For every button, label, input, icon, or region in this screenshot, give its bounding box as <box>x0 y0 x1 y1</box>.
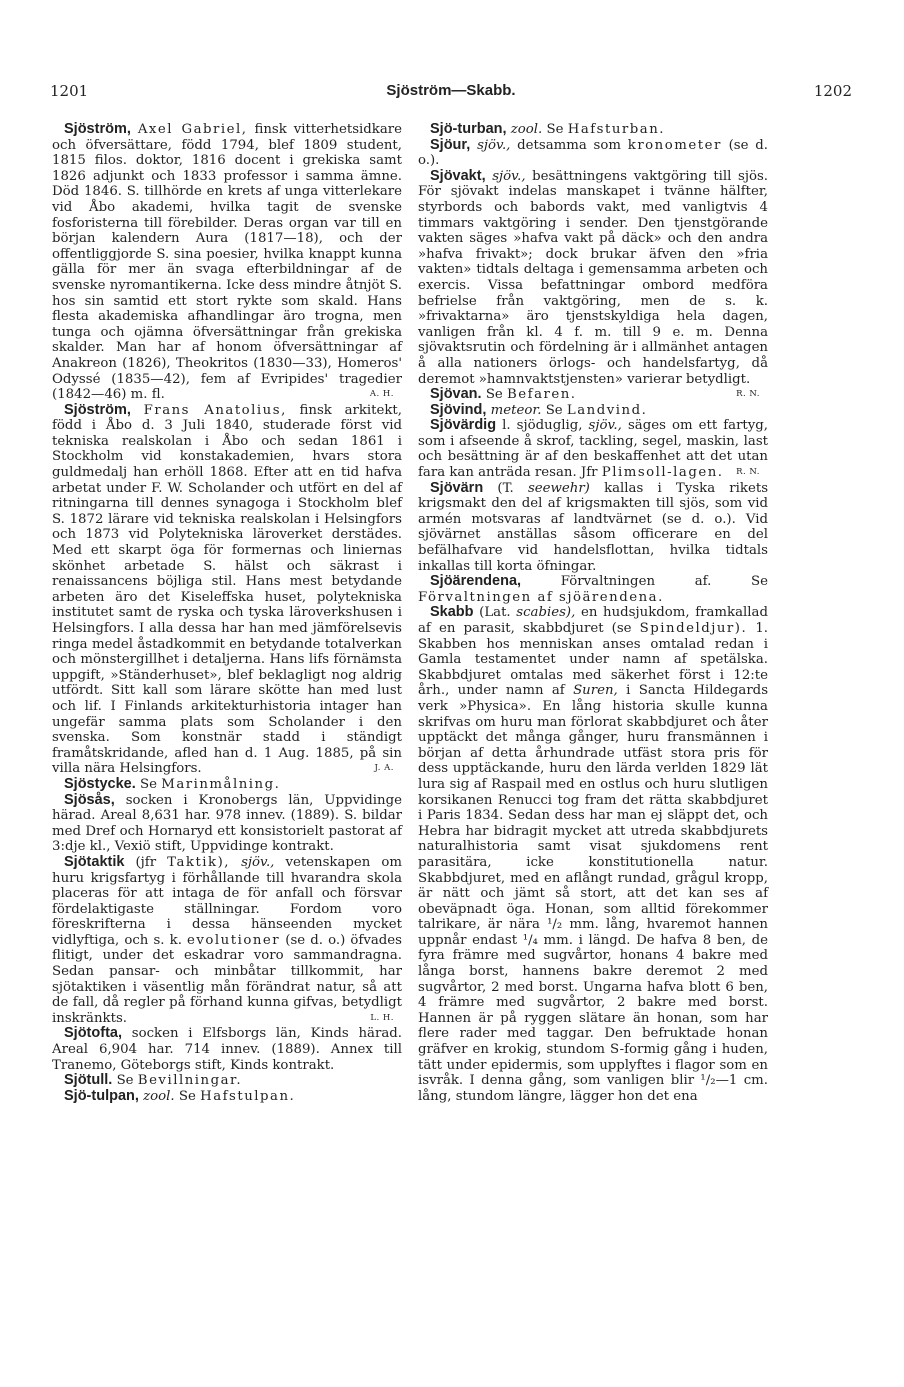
entry-text: besättningens vaktgöring till sjös. För sjövakt indelas manskapet i tvänne hälfter, styrbords och babords vakt, med vanligtvis 4 timmars vaktgöring i sender. Den tjenstgörande vakten säges »hafva vakt på däck» och den andra »hafva frivakt»; dock brukar äfven den »fria vakten» tidtals deltaga i gemensamma arbeten och exercis. Vissa befattningar ombord medföra befrielse från vaktgöring, men de s. k. »frivaktarna» äro tjenstskyldiga hela dagen, vanligen från kl. 4 f. m. till 9 e. m. Denna sjövaktsrutin och fördelning är i allmänhet antagen å alla nationers örlogs- och handelsfartyg, då deremot »hamnvaktstjensten» varierar betydligt. <box>418 168 769 387</box>
author-signature: R. N. <box>736 467 760 478</box>
author-signature: J. A. <box>374 763 394 774</box>
cross-reference: Bevillningar. <box>137 1073 243 1089</box>
italic-term: Suren, <box>573 683 618 699</box>
headword: Sjö-turban, <box>430 121 507 137</box>
entry-sjovarn <box>418 481 768 575</box>
author-signature: A. H. <box>369 389 394 400</box>
entry-text: Förvaltningen af. Se <box>560 574 768 590</box>
entry-sjovardig <box>418 418 768 480</box>
cross-reference: Hafsturban. <box>567 122 665 137</box>
headword: Sjöström, <box>64 401 131 418</box>
page-number-left: 1201 <box>50 82 89 100</box>
headword: Sjövärn <box>430 479 484 496</box>
headword: Sjötull. <box>64 1072 113 1089</box>
entry-sjour <box>418 138 768 169</box>
entry-text: (se d. o.) öfvades flitigt, under det eskadrar voro sammandragna. Sedan pansar- och minbåtar tillkommit, har sjötaktiken i väsentlig mån förändrat natur, så att de fall, då regler på förhand kunna gifvas, betydligt inskränkts. <box>52 932 402 1026</box>
subject-abbreviation: seewehr) <box>527 480 590 496</box>
headword: Sjövan. <box>430 386 482 403</box>
left-column <box>52 122 402 1104</box>
entry-sjoarendena <box>418 574 768 605</box>
subject-abbreviation: sjöv., <box>492 168 526 184</box>
subject-abbreviation: scabies), <box>516 605 576 621</box>
entry-sjovan <box>418 387 768 403</box>
headword: Sjövakt, <box>430 167 486 184</box>
subject-abbreviation: sjöv., <box>241 854 275 870</box>
cross-reference: Landvind. <box>566 402 648 418</box>
headword: Skabb <box>430 604 474 621</box>
headword: Sjö-tulpan, <box>64 1087 139 1104</box>
entry-sjotaktik <box>52 855 402 1027</box>
headword: Sjöström, <box>64 121 131 137</box>
entry-sjosas <box>52 793 402 855</box>
cross-reference: Befaren. <box>507 387 577 403</box>
author-signature: R. N. <box>736 389 760 400</box>
see-label: Se <box>178 1088 196 1104</box>
subject-abbreviation: zool. <box>143 1088 175 1104</box>
entry-text: detsamma som <box>517 137 621 153</box>
page-header <box>50 82 852 104</box>
running-title: Sjöström—Skabb. <box>386 82 516 99</box>
see-label: Se <box>139 776 157 792</box>
headword: Sjöur, <box>430 136 471 153</box>
see-label: Se <box>546 122 564 137</box>
see-label: Se <box>545 402 563 418</box>
entry-sjotull <box>52 1073 402 1089</box>
cross-reference: Hafstulpan. <box>200 1088 296 1104</box>
headword: Sjöstycke. <box>64 775 136 792</box>
entry-sjotofta <box>52 1026 402 1073</box>
entry-text: en hudsjukdom, framkallad af en parasit, skabbdjuret (se <box>418 605 768 636</box>
headword: Sjötofta, <box>64 1025 122 1042</box>
entry-sjo-tulpan <box>52 1089 402 1105</box>
cross-reference: Taktik), <box>167 854 231 870</box>
entry-text: säges om ett fartyg, som i afseende å skrof, tackling, segel, maskin, last och besättning är af den beskaffenhet att det utan fara kan anträda resan. <box>418 418 769 481</box>
headword: Sjövind, <box>430 401 487 418</box>
entry-text: l. sjöduglig, <box>502 418 583 434</box>
entry-name: Axel Gabriel, <box>137 122 248 137</box>
entry-text: vetenskapen om huru krigsfartyg i förhållande till hvarandra skola placeras för att intaga de för anfall och försvar fördelaktigaste ställningar. Fordom voro föreskrifterna i dessa hänseenden mycket vidlyftiga, och s. k. <box>52 854 403 948</box>
subject-abbreviation: meteor. <box>490 402 542 418</box>
headword: Sjötaktik <box>64 853 125 870</box>
entry-text: socken i Elfsborgs län, Kinds härad. Areal 6,904 har. 714 innev. (1889). Annex till Tranemo, Göteborgs stift, Kinds kontrakt. <box>52 1026 402 1073</box>
entry-text: 1. Skabben hos menniskan anses omtalad redan i Gamla testamentet under namn af spetälska. Skabbdjuret omtalas med säkerhet först i 12:te årh., under namn af <box>418 621 768 699</box>
entry-text: (se d. o.). <box>418 137 768 169</box>
cross-reference: Plimsoll-lagen. <box>601 465 724 481</box>
entry-name: Frans Anatolius, <box>143 402 287 418</box>
entry-text: socken i Kronobergs län, Uppvidinge härad. Areal 8,631 har. 978 innev. (1889). S. bildar med Dref och Hornaryd ett konsistorielt pastorat af 3:dje kl., Vexiö stift, Uppvidinge kontrakt. <box>52 792 402 855</box>
entry-sjostrom-frans <box>52 403 402 777</box>
subject-abbreviation: sjöv., <box>588 418 622 434</box>
entry-sjovind <box>418 403 768 419</box>
headword: Sjösås, <box>64 791 115 808</box>
entry-text: finsk vitterhetsidkare och öfversättare, född 1794, blef 1809 student, 1815 filos. doktor, 1816 docent i grekiska samt 1826 adjunkt och 1833 professor i samma ämne. Död 1846. S. tillhörde en krets af unga vitterlekare vid Åbo akademi, hvilka tagit de svenske fosforisterna till förebilder. Deras organ var till en början kalendern Aura (1817—18), och der offentliggjorde S. sina poesier, hvilka knappt kunna gälla för mer än svaga efterbildningar af de svenske nyromantikerna. Icke dess mindre åtnjöt S. hos sin samtid ett stort rykte som skald. Hans flesta akademiska afhandlingar äro trogna, men tunga och ojämna öfversättningar från grekiska skalder. Man har af honom öfversättningar af Anakreon (1826), Theokritos (1830—33), Homeros' Odyssé (1835—42), fem af Evripides' tragedier (1842—46) m. fl. <box>52 122 402 403</box>
cross-reference: evolutioner <box>187 932 281 948</box>
compare-label: Jfr <box>580 465 598 481</box>
subject-abbreviation: sjöv., <box>477 137 511 153</box>
entry-text: kallas i Tyska rikets krigsmakt den del af krigsmakten till sjös, som vid armén motsvaras af landtvärnet (se d. o.). Vid sjövärnet anställas såsom officerare en del befälhafvare vid handelsflottan, hvilka tidtals inkallas till korta öfningar. <box>418 480 769 574</box>
entry-text: (Lat. <box>479 605 511 621</box>
see-label: (jfr <box>135 854 157 870</box>
entry-sjo-turban <box>418 122 768 138</box>
see-label: Se <box>485 387 503 403</box>
headword: Sjöärendena, <box>430 573 522 590</box>
headword: Sjövärdig <box>430 417 497 434</box>
cross-reference: Förvaltningen af sjöärendena. <box>418 589 664 605</box>
entry-sjostrom-axel <box>52 122 402 403</box>
author-signature: L. H. <box>370 1012 394 1023</box>
see-label: Se <box>116 1073 134 1089</box>
entry-text: finsk arkitekt, född i Åbo d. 3 Juli 1840, studerade först vid tekniska realskolan i Åbo och sedan 1861 i Stockholm vid konstakademien, hvars stora guldmedalj han erhöll 1868. Efter att en tid hafva arbetat under F. W. Scholander och utfört en del af ritningarna till dennes synagoga i Stockholm blef S. 1872 lärare vid tekniska realskolan i Helsingfors och 1873 vid Polytekniska läroverket derstädes. Med ett skarpt öga för formernas och liniernas skönhet arbetade S. hälst och säkrast i renaissancens böjliga stil. Hans mest betydande arbeten äro det Kiseleffska huset, polytekniska institutet samt de ryska och tyska läroverkshusen i Helsingfors. I alla dessa har han med jämförelsevis ringa medel åstadkommit en betydande totalverkan och mönstergillhet i detaljerna. Hans lifs förnämsta uppgift, »Ständerhuset», blef beklagligt nog aldrig utfördt. Sitt kall som lärare skötte han med lust och lif. I Finlands arkitekturhistoria intager han ungefär samma plats som Scholander i den svenska. Som konstnär stadd i ständigt framåtskridande, afled han d. 1 Aug. 1885, på sin villa nära Helsingfors. <box>52 402 403 777</box>
cross-reference: kronometer <box>627 137 722 153</box>
entry-text: i Sancta Hildegards verk »Physica». En lång historia skulle kunna skrifvas om huru man förlorat skabbdjuret och åter upptäckt det många gånger, huru fransmännen i början af detta århundrade utfäst stora pris för dess upptäckande, huru den lärda verlden 1829 lät lura sig af Raspail med en ostlus och huru slutligen korsikanen Renucci tog fram det rätta skabbdjuret i Paris 1834. Sedan dess har man ej släppt det, och Hebra har bidragit mycket att utreda skabbdjurets naturalhistoria samt visat sjukdomens rent parasitära, icke konstitutionella natur. Skabbdjuret, med en aflångt rundad, grågul kropp, är nätt och jämt så stort, att det kan ses af obeväpnadt öga. Honan, som alltid förekommer talrikare, är nära ¹/₂ mm. lång, hvaremot hannen uppnår endast ¹/₄ mm. i längd. De hafva 8 ben, de fyra främre med sugvårtor, honans 4 bakre med långa borst, hannens bakre deremot 2 med sugvårtor, 2 med borst. Ungarna hafva blott 6 ben, 4 främre med sugvårtor, 2 bakre med borst. Hannen är på ryggen slätare än honan, som har flere rader med taggar. Den befruktade honan gräfver en krokig, stundom S-formig gång i huden, tätt under epidermis, som upplyftes i flagor som en isvråk. I denna gång, som vanligen blir ¹/₂—1 cm. lång, stundom längre, lägger hon det ena <box>418 683 769 1104</box>
entry-text: (T. <box>497 480 514 496</box>
page-number-right: 1202 <box>813 82 852 100</box>
cross-reference: Spindeldjur). <box>639 621 748 636</box>
cross-reference: Marinmålning. <box>161 776 281 792</box>
entry-skabb <box>418 605 768 1104</box>
subject-abbreviation: zool. <box>510 122 543 137</box>
right-column <box>418 122 768 1104</box>
entry-sjostycke <box>52 777 402 793</box>
